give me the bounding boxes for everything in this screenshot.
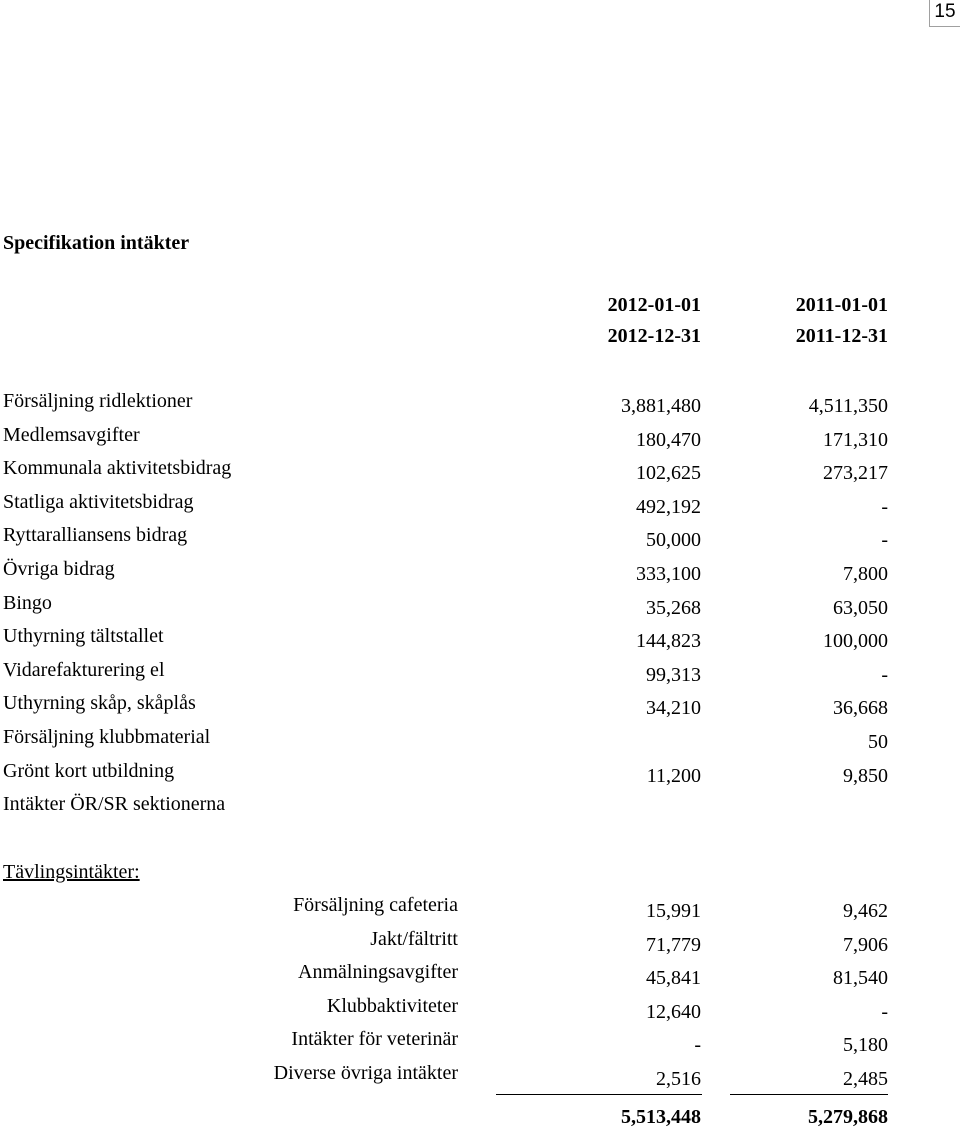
total-2011: 5,279,868 xyxy=(808,1106,888,1128)
row-value-2012: 333,100 xyxy=(636,563,701,585)
row-label: Försäljning ridlektioner xyxy=(3,390,193,412)
competition-value-2011: 9,462 xyxy=(843,900,888,922)
row-value-2012: 180,470 xyxy=(636,429,701,451)
row-value-2011: - xyxy=(881,664,888,686)
competition-value-2012: - xyxy=(694,1034,701,1056)
row-value-2011: 50 xyxy=(868,731,888,753)
row-value-2012: 492,192 xyxy=(636,496,701,518)
row-label: Kommunala aktivitetsbidrag xyxy=(3,457,232,479)
row-label: Grönt kort utbildning xyxy=(3,760,175,782)
column-header-2012-from: 2012-01-01 xyxy=(607,294,701,316)
row-value-2011: 273,217 xyxy=(823,462,888,484)
row-value-2012: 35,268 xyxy=(646,597,701,619)
row-label: Bingo xyxy=(3,592,52,614)
row-value-2012: 144,823 xyxy=(636,630,701,652)
competition-value-2012: 15,991 xyxy=(646,900,701,922)
total-2012: 5,513,448 xyxy=(621,1106,701,1128)
competition-heading: Tävlingsintäkter: xyxy=(3,861,140,883)
competition-value-2012: 12,640 xyxy=(646,1001,701,1023)
row-value-2011: 100,000 xyxy=(823,630,888,652)
row-label: Vidarefakturering el xyxy=(3,659,165,681)
row-value-2012: 34,210 xyxy=(646,697,701,719)
row-label: Uthyrning skåp, skåplås xyxy=(3,692,196,714)
competition-value-2011: 2,485 xyxy=(843,1068,888,1090)
competition-value-2011: - xyxy=(881,1001,888,1023)
column-header-2011-to: 2011-12-31 xyxy=(795,325,888,347)
competition-row-label: Intäkter för veterinär xyxy=(291,1028,458,1050)
row-label: Medlemsavgifter xyxy=(3,424,140,446)
row-label: Uthyrning tältstallet xyxy=(3,625,164,647)
column-header-2011-from: 2011-01-01 xyxy=(795,294,888,316)
row-label: Försäljning klubbmaterial xyxy=(3,726,211,748)
row-value-2011: 63,050 xyxy=(833,597,888,619)
row-value-2011: 9,850 xyxy=(843,765,888,787)
competition-row-label: Klubbaktiviteter xyxy=(326,995,458,1017)
competition-row-label: Diverse övriga intäkter xyxy=(273,1062,458,1084)
column-header-2012-to: 2012-12-31 xyxy=(607,325,701,347)
competition-value-2011: 81,540 xyxy=(833,967,888,989)
row-value-2012: 3,881,480 xyxy=(621,395,701,417)
row-value-2011: - xyxy=(881,496,888,518)
page-number: 15 xyxy=(929,0,960,27)
row-value-2011: - xyxy=(881,529,888,551)
competition-row-label: Anmälningsavgifter xyxy=(298,961,458,983)
row-value-2011: 7,800 xyxy=(843,563,888,585)
sum-rule-2012 xyxy=(496,1094,702,1095)
row-value-2011: 36,668 xyxy=(833,697,888,719)
row-label: Statliga aktivitetsbidrag xyxy=(3,491,194,513)
competition-value-2012: 2,516 xyxy=(656,1068,701,1090)
row-value-2011: 4,511,350 xyxy=(808,395,888,417)
competition-row-label: Jakt/fältritt xyxy=(370,928,458,950)
row-label: Intäkter ÖR/SR sektionerna xyxy=(3,793,226,815)
page-title: Specifikation intäkter xyxy=(3,232,190,254)
competition-value-2011: 5,180 xyxy=(843,1034,888,1056)
row-value-2012: 50,000 xyxy=(646,529,701,551)
competition-row-label: Försäljning cafeteria xyxy=(293,894,458,916)
sum-rule-2011 xyxy=(730,1094,888,1095)
competition-value-2012: 45,841 xyxy=(646,967,701,989)
competition-value-2011: 7,906 xyxy=(843,934,888,956)
competition-value-2012: 71,779 xyxy=(646,934,701,956)
row-value-2012: 11,200 xyxy=(646,765,701,787)
row-label: Ryttaralliansens bidrag xyxy=(3,524,188,546)
row-value-2012: 99,313 xyxy=(646,664,701,686)
row-value-2012: 102,625 xyxy=(636,462,701,484)
row-value-2011: 171,310 xyxy=(823,429,888,451)
row-label: Övriga bidrag xyxy=(3,558,115,580)
